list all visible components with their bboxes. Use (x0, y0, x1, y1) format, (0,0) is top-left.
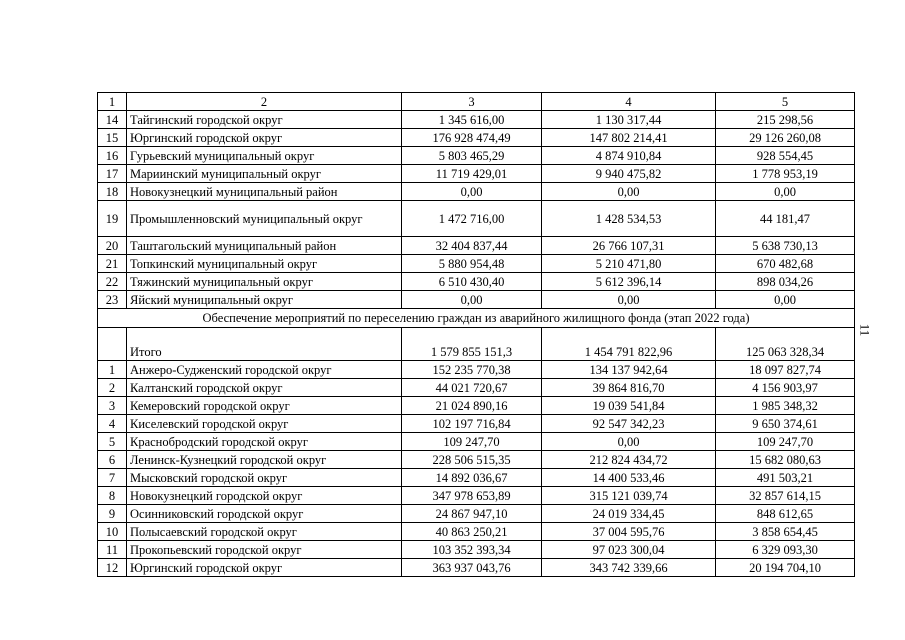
municipality-name: Краснобродский городской округ (127, 433, 402, 451)
municipality-name: Осинниковский городской округ (127, 505, 402, 523)
value-col-5: 491 503,21 (716, 469, 855, 487)
value-col-3: 1 579 855 151,3 (402, 328, 542, 361)
row-number: 10 (98, 523, 127, 541)
value-col-3: 1 345 616,00 (402, 111, 542, 129)
value-col-3: 11 719 429,01 (402, 165, 542, 183)
municipality-name: Промышленновский муниципальный округ (127, 201, 402, 237)
value-col-5: 3 858 654,45 (716, 523, 855, 541)
value-col-5: 1 778 953,19 (716, 165, 855, 183)
municipality-name: Юргинский городской округ (127, 129, 402, 147)
value-col-4: 92 547 342,23 (542, 415, 716, 433)
value-col-5: 215 298,56 (716, 111, 855, 129)
value-col-4: 39 864 816,70 (542, 379, 716, 397)
row-number: 2 (98, 379, 127, 397)
value-col-4: 343 742 339,66 (542, 559, 716, 577)
municipality-name: Полысаевский городской округ (127, 523, 402, 541)
row-number: 4 (98, 415, 127, 433)
municipality-name: Итого (127, 328, 402, 361)
value-col-4: 1 130 317,44 (542, 111, 716, 129)
municipality-name: Мариинский муниципальный округ (127, 165, 402, 183)
value-col-4: 4 874 910,84 (542, 147, 716, 165)
table-row (98, 183, 855, 201)
value-col-5: 20 194 704,10 (716, 559, 855, 577)
row-number: 18 (98, 183, 127, 201)
row-number: 11 (98, 541, 127, 559)
table-row (98, 379, 855, 397)
table-row (98, 397, 855, 415)
value-col-5: 848 612,65 (716, 505, 855, 523)
row-number: 8 (98, 487, 127, 505)
row-number: 3 (98, 397, 127, 415)
value-col-3: 44 021 720,67 (402, 379, 542, 397)
municipality-name: Тайгинский городской округ (127, 111, 402, 129)
value-col-5: 9 650 374,61 (716, 415, 855, 433)
value-col-5: 0,00 (716, 291, 855, 309)
value-col-5: 5 638 730,13 (716, 237, 855, 255)
value-col-3: 102 197 716,84 (402, 415, 542, 433)
municipality-name: Киселевский городской округ (127, 415, 402, 433)
row-number: 1 (98, 361, 127, 379)
value-col-3: 176 928 474,49 (402, 129, 542, 147)
value-col-3: 103 352 393,34 (402, 541, 542, 559)
row-number: 7 (98, 469, 127, 487)
value-col-4: 0,00 (542, 433, 716, 451)
value-col-4: 0,00 (542, 291, 716, 309)
municipality-name: Прокопьевский городской округ (127, 541, 402, 559)
value-col-4: 0,00 (542, 183, 716, 201)
section-row (98, 309, 855, 328)
municipality-name: Калтанский городской округ (127, 379, 402, 397)
table-body (98, 93, 855, 577)
value-col-3: 6 510 430,40 (402, 273, 542, 291)
table-row (98, 433, 855, 451)
header-cell-5: 5 (716, 93, 855, 111)
table-row (98, 255, 855, 273)
value-col-3: 21 024 890,16 (402, 397, 542, 415)
value-col-5: 18 097 827,74 (716, 361, 855, 379)
table-row (98, 273, 855, 291)
value-col-5: 670 482,68 (716, 255, 855, 273)
table-row (98, 541, 855, 559)
row-number: 16 (98, 147, 127, 165)
municipality-name: Ленинск-Кузнецкий городской округ (127, 451, 402, 469)
municipality-name: Новокузнецкий городской округ (127, 487, 402, 505)
row-number: 12 (98, 559, 127, 577)
table-row (98, 291, 855, 309)
value-col-5: 6 329 093,30 (716, 541, 855, 559)
value-col-5: 4 156 903,97 (716, 379, 855, 397)
row-number: 14 (98, 111, 127, 129)
value-col-3: 5 803 465,29 (402, 147, 542, 165)
value-col-5: 29 126 260,08 (716, 129, 855, 147)
table-row (98, 469, 855, 487)
value-col-3: 1 472 716,00 (402, 201, 542, 237)
value-col-3: 5 880 954,48 (402, 255, 542, 273)
table-row (98, 165, 855, 183)
value-col-3: 32 404 837,44 (402, 237, 542, 255)
value-col-4: 1 428 534,53 (542, 201, 716, 237)
value-col-4: 9 940 475,82 (542, 165, 716, 183)
value-col-5: 0,00 (716, 183, 855, 201)
value-col-3: 109 247,70 (402, 433, 542, 451)
value-col-4: 19 039 541,84 (542, 397, 716, 415)
table-row (98, 361, 855, 379)
value-col-3: 14 892 036,67 (402, 469, 542, 487)
row-number: 20 (98, 237, 127, 255)
value-col-3: 24 867 947,10 (402, 505, 542, 523)
value-col-5: 125 063 328,34 (716, 328, 855, 361)
header-row (98, 93, 855, 111)
row-number: 23 (98, 291, 127, 309)
header-cell-2: 2 (127, 93, 402, 111)
row-number: 15 (98, 129, 127, 147)
value-col-4: 14 400 533,46 (542, 469, 716, 487)
municipality-name: Таштагольский муниципальный район (127, 237, 402, 255)
value-col-4: 24 019 334,45 (542, 505, 716, 523)
municipality-name: Топкинский муниципальный округ (127, 255, 402, 273)
row-number: 17 (98, 165, 127, 183)
header-cell-1: 1 (98, 93, 127, 111)
value-col-5: 928 554,45 (716, 147, 855, 165)
header-cell-4: 4 (542, 93, 716, 111)
row-number: 5 (98, 433, 127, 451)
row-number (98, 328, 127, 361)
value-col-4: 37 004 595,76 (542, 523, 716, 541)
value-col-3: 0,00 (402, 183, 542, 201)
value-col-3: 40 863 250,21 (402, 523, 542, 541)
table-row (98, 487, 855, 505)
value-col-3: 228 506 515,35 (402, 451, 542, 469)
value-col-4: 147 802 214,41 (542, 129, 716, 147)
value-col-5: 44 181,47 (716, 201, 855, 237)
value-col-3: 347 978 653,89 (402, 487, 542, 505)
value-col-4: 1 454 791 822,96 (542, 328, 716, 361)
municipality-name: Гурьевский муниципальный округ (127, 147, 402, 165)
municipality-name: Новокузнецкий муниципальный район (127, 183, 402, 201)
table-row (98, 523, 855, 541)
value-col-4: 5 612 396,14 (542, 273, 716, 291)
table-row (98, 129, 855, 147)
row-number: 21 (98, 255, 127, 273)
municipality-name: Тяжинский муниципальный округ (127, 273, 402, 291)
value-col-4: 134 137 942,64 (542, 361, 716, 379)
budget-table (97, 92, 855, 577)
table-row (98, 111, 855, 129)
table-row (98, 415, 855, 433)
section-title: Обеспечение мероприятий по переселению граждан из аварийного жилищного фонда (этап 2022 года) (98, 309, 855, 328)
table-row (98, 237, 855, 255)
page-number: 11 (857, 323, 873, 337)
table-row (98, 559, 855, 577)
table-row (98, 201, 855, 237)
value-col-3: 152 235 770,38 (402, 361, 542, 379)
value-col-3: 363 937 043,76 (402, 559, 542, 577)
value-col-4: 97 023 300,04 (542, 541, 716, 559)
row-number: 22 (98, 273, 127, 291)
total-row (98, 328, 855, 361)
municipality-name: Яйский муниципальный округ (127, 291, 402, 309)
municipality-name: Кемеровский городской округ (127, 397, 402, 415)
value-col-3: 0,00 (402, 291, 542, 309)
table-row (98, 505, 855, 523)
table-row (98, 147, 855, 165)
municipality-name: Анжеро-Судженский городской округ (127, 361, 402, 379)
value-col-5: 32 857 614,15 (716, 487, 855, 505)
value-col-4: 5 210 471,80 (542, 255, 716, 273)
value-col-4: 315 121 039,74 (542, 487, 716, 505)
value-col-5: 109 247,70 (716, 433, 855, 451)
row-number: 9 (98, 505, 127, 523)
municipality-name: Юргинский городской округ (127, 559, 402, 577)
row-number: 19 (98, 201, 127, 237)
value-col-5: 898 034,26 (716, 273, 855, 291)
value-col-5: 15 682 080,63 (716, 451, 855, 469)
value-col-5: 1 985 348,32 (716, 397, 855, 415)
header-cell-3: 3 (402, 93, 542, 111)
value-col-4: 26 766 107,31 (542, 237, 716, 255)
value-col-4: 212 824 434,72 (542, 451, 716, 469)
row-number: 6 (98, 451, 127, 469)
municipality-name: Мысковский городской округ (127, 469, 402, 487)
table-row (98, 451, 855, 469)
